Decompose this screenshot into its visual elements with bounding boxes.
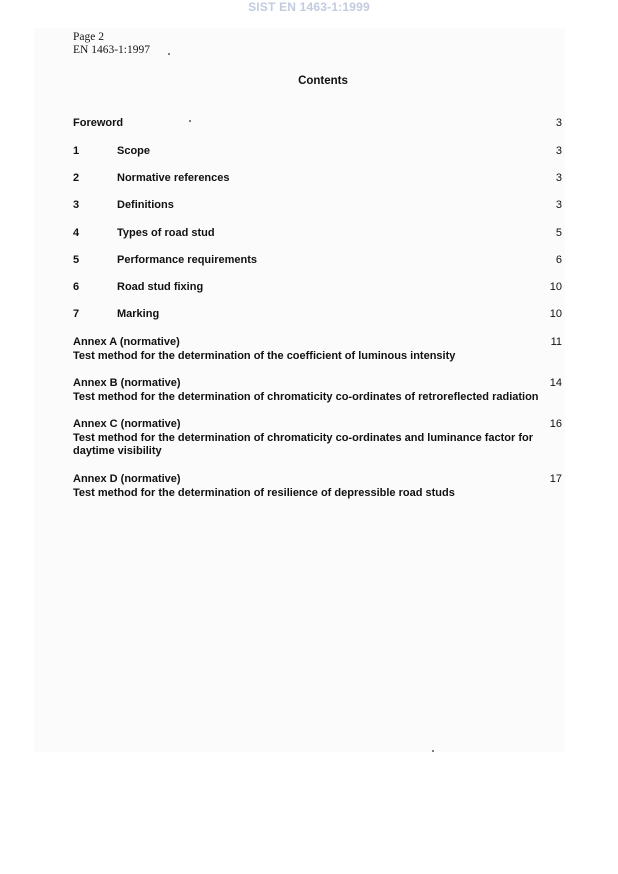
toc-annex-a[interactable]	[73, 336, 562, 363]
annex-heading-label: Annex D (normative)	[73, 473, 181, 485]
toc-annex-c[interactable]	[73, 418, 562, 459]
annex-page: 16	[549, 418, 562, 430]
toc-entry-page: 10	[549, 308, 562, 320]
watermark: SIST EN 1463-1:1999	[248, 0, 370, 14]
annex-description: Test method for the determination of resilience of depressible road studs	[73, 486, 455, 499]
toc-entry-title: Marking	[117, 308, 160, 320]
toc-entry-types-of-road-stud[interactable]	[73, 227, 562, 240]
contents-title: Contents	[298, 75, 348, 87]
toc-entry-scope[interactable]	[73, 145, 562, 158]
annex-description: Test method for the determination of the coefficient of luminous intensity	[73, 349, 456, 362]
annex-heading	[73, 473, 562, 487]
toc-entry-page: 5	[555, 227, 562, 239]
toc-entry-title: Scope	[117, 145, 151, 157]
page-number-label: Page 2	[73, 31, 104, 43]
scan-speck	[432, 750, 434, 752]
annex-heading	[73, 418, 562, 432]
toc-entry-normative-references[interactable]	[73, 172, 562, 185]
toc-entry-number: 4	[73, 227, 80, 239]
toc-entry-number: 2	[73, 172, 80, 184]
toc-entry-title: Normative references	[117, 172, 230, 184]
toc-entry-title: Road stud fixing	[117, 281, 204, 293]
toc-entry-foreword[interactable]	[73, 117, 562, 130]
toc-entry-page: 3	[555, 172, 562, 184]
toc-entry-number: 7	[73, 308, 80, 320]
toc-entry-number: 6	[73, 281, 80, 293]
toc-entry-page: 3	[555, 145, 562, 157]
toc-entry-title: Definitions	[117, 199, 174, 211]
toc-entry-road-stud-fixing[interactable]	[73, 281, 562, 294]
toc-entry-page: 3	[555, 117, 562, 129]
annex-heading	[73, 377, 562, 391]
annex-heading-label: Annex B (normative)	[73, 377, 181, 389]
annex-page: 11	[550, 336, 562, 348]
annex-page: 17	[549, 473, 562, 485]
annex-description: Test method for the determination of chromaticity co-ordinates and luminance factor for daytime visibility	[73, 431, 534, 457]
toc-entry-performance-requirements[interactable]	[73, 254, 562, 267]
page-header	[73, 31, 150, 57]
toc-entry-definitions[interactable]	[73, 199, 562, 212]
annex-page: 14	[549, 377, 562, 389]
toc-entry-title: Types of road stud	[117, 227, 215, 239]
toc-entry-title: Foreword	[73, 117, 124, 129]
toc-entry-marking[interactable]	[73, 308, 562, 321]
scan-speck	[189, 120, 191, 122]
document-id: EN 1463-1:1997	[73, 44, 150, 56]
toc-entry-title: Performance requirements	[117, 254, 257, 266]
toc-entry-number: 1	[73, 145, 80, 157]
toc-entry-page: 6	[555, 254, 562, 266]
annex-heading-label: Annex A (normative)	[73, 336, 180, 348]
annex-heading-label: Annex C (normative)	[73, 418, 181, 430]
toc-entry-number: 5	[73, 254, 80, 266]
annex-description: Test method for the determination of chromaticity co-ordinates of retroreflected radiation	[73, 390, 539, 403]
toc-annex-d[interactable]	[73, 473, 562, 500]
scan-speck	[168, 53, 170, 55]
toc-annex-b[interactable]	[73, 377, 562, 404]
annex-heading	[73, 336, 562, 350]
toc-entry-page: 3	[555, 199, 562, 211]
toc-entry-page: 10	[549, 281, 562, 293]
toc-entry-number: 3	[73, 199, 80, 211]
